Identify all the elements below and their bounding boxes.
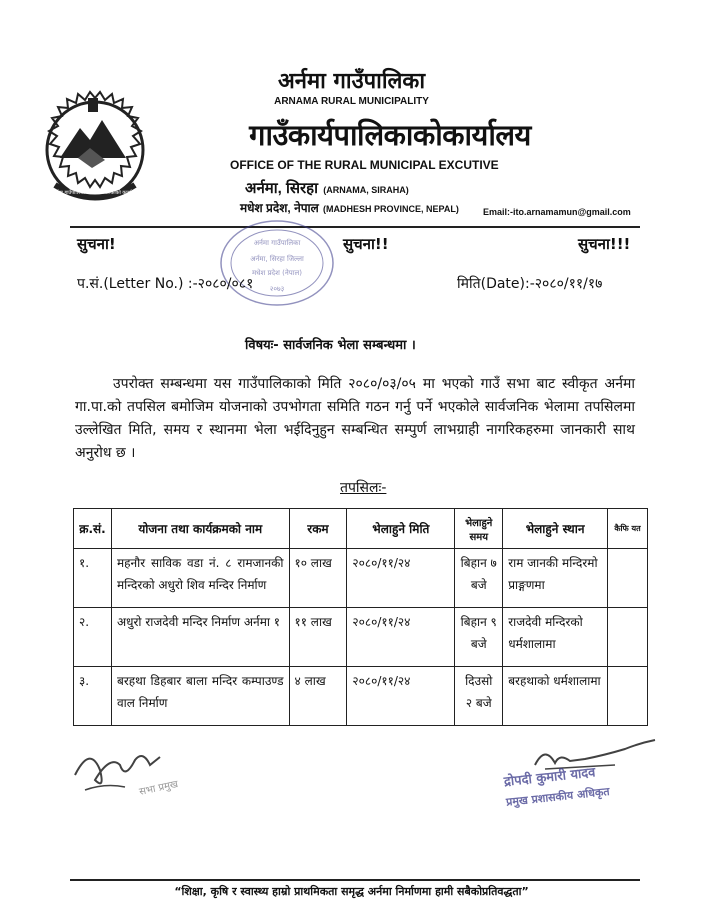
left-signature — [65, 735, 215, 810]
cell-time: दिउसो २ बजे — [455, 667, 503, 726]
cell-time: बिहान ७ बजे — [455, 549, 503, 608]
body-paragraph: उपरोक्त सम्बन्धमा यस गाउँपालिकाको मिति २०८०/०३/०५ मा भएको गाउँ सभा बाट स्वीकृत अर्नमा गा.पा.को तपसिल बमोजिम योजनाको उपभोगता समिति गठन गर्नु पर्ने भएकोले सार्वजनिक भेलामा तपसिलमा उल्लेखित मिति, समय र स्थानमा भेला भईदिनुहुन सम्बन्धित सम्पुर्ण लाभग्राही नागरिकहरुमा जानकारी साथ अनुरोध छ । — [75, 376, 635, 461]
header-divider — [70, 226, 640, 228]
cell-remarks — [608, 608, 648, 667]
cell-amount: ११ लाख — [289, 608, 347, 667]
cell-project: अधुरो राजदेवी मन्दिर निर्माण अर्नमा १ — [111, 608, 289, 667]
cell-place: राम जानकी मन्दिरमो प्राङ्गणमा — [503, 549, 608, 608]
officer-title: प्रमुख प्रशासकीय अधिकृत — [505, 784, 611, 809]
subject-line: विषयः- सार्वजनिक भेला सम्बन्धमा । — [245, 338, 416, 353]
svg-text:सभा प्रमुख: सभा प्रमुख — [138, 778, 180, 798]
letter-date: मिति(Date):-२०८०/११/१७ — [457, 276, 603, 292]
province-np: मधेश प्रदेश, नेपाल — [240, 201, 319, 215]
schedule-table — [73, 508, 648, 726]
table-row — [74, 549, 648, 608]
cell-place: बरहथाको धर्मशालामा — [503, 667, 608, 726]
cell-sn: १. — [74, 549, 112, 608]
cell-amount: ४ लाख — [289, 667, 347, 726]
cell-date: २०८०/११/२४ — [347, 667, 455, 726]
footer-motto: “शिक्षा, कृषि र स्वास्थ्य हाम्रो प्राथमिकता समृद्ध अर्नमा निर्माणमा हामी सबैकोप्रतिवद्धता” — [174, 885, 529, 898]
table-row — [74, 608, 648, 667]
municipality-name-en: ARNAMA RURAL MUNICIPALITY — [274, 96, 429, 107]
col-header-amount: रकम — [289, 509, 347, 549]
svg-text:अर्नमा गाउँपालिका गाउँकार्यपाल: अर्नमा गाउँपालिका गाउँकार्यपालिकाको कार्यालय — [51, 190, 139, 196]
office-name-np: गाउँकार्यपालिकाकोकार्यालय — [249, 118, 531, 152]
office-name-en: OFFICE OF THE RURAL MUNICIPAL EXCUTIVE — [230, 158, 499, 172]
location — [245, 178, 409, 198]
officer-name: द्रोपदी कुमारी यादव — [503, 765, 597, 790]
svg-text:मधेश प्रदेश (नेपाल): मधेश प्रदेश (नेपाल) — [251, 269, 303, 277]
cell-time: बिहान ९ बजे — [455, 608, 503, 667]
svg-text:२०७३: २०७३ — [269, 285, 285, 293]
cell-sn: ३. — [74, 667, 112, 726]
cell-project: बरहथा डिहबार बाला मन्दिर कम्पाउण्ड वाल निर्माण — [111, 667, 289, 726]
col-header-remarks: कैफि यत — [608, 509, 648, 549]
col-header-sn: क्र.सं. — [74, 509, 112, 549]
cell-sn: २. — [74, 608, 112, 667]
cell-remarks — [608, 549, 648, 608]
province — [240, 199, 459, 216]
cell-amount: १० लाख — [289, 549, 347, 608]
col-header-project: योजना तथा कार्यक्रमको नाम — [111, 509, 289, 549]
letter-number: प.सं.(Letter No.) :-२०८०/०८१ — [77, 276, 254, 292]
cell-place: राजदेवी मन्दिरको धर्मशालामा — [503, 608, 608, 667]
location-en: (ARNAMA, SIRAHA) — [323, 185, 409, 195]
table-header-row — [74, 509, 648, 549]
location-np: अर्नमा, सिरहा — [245, 180, 318, 197]
province-en: (MADHESH PROVINCE, NEPAL) — [323, 204, 459, 214]
footer-divider-top — [70, 879, 640, 881]
nepal-emblem-logo — [30, 90, 160, 210]
email-address[interactable]: Email:-ito.arnamamun@gmail.com — [483, 207, 631, 217]
cell-date: २०८०/११/२४ — [347, 549, 455, 608]
notice-right: सुचना!!! — [578, 235, 631, 253]
office-stamp — [215, 215, 340, 310]
col-header-place: भेलाहुने स्थान — [503, 509, 608, 549]
cell-project: महनौर साविक वडा नं. ८ रामजानकी मन्दिरको अधुरो शिव मन्दिर निर्माण — [111, 549, 289, 608]
tapsil-label: तपसिलः- — [340, 480, 387, 496]
notice-left: सुचना! — [77, 235, 116, 253]
col-header-time: भेलाहुने समय — [455, 509, 503, 549]
cell-remarks — [608, 667, 648, 726]
municipality-name-np: अर्नमा गाउँपालिका — [277, 69, 426, 94]
notice-center: सुचना!! — [343, 235, 389, 253]
col-header-date: भेलाहुने मिति — [347, 509, 455, 549]
svg-text:अर्नमा, सिरहा जिल्ला: अर्नमा, सिरहा जिल्ला — [250, 255, 304, 263]
svg-text:अर्नमा गाउँपालिका: अर्नमा गाउँपालिका — [253, 239, 301, 247]
cell-date: २०८०/११/२४ — [347, 608, 455, 667]
table-row — [74, 667, 648, 726]
